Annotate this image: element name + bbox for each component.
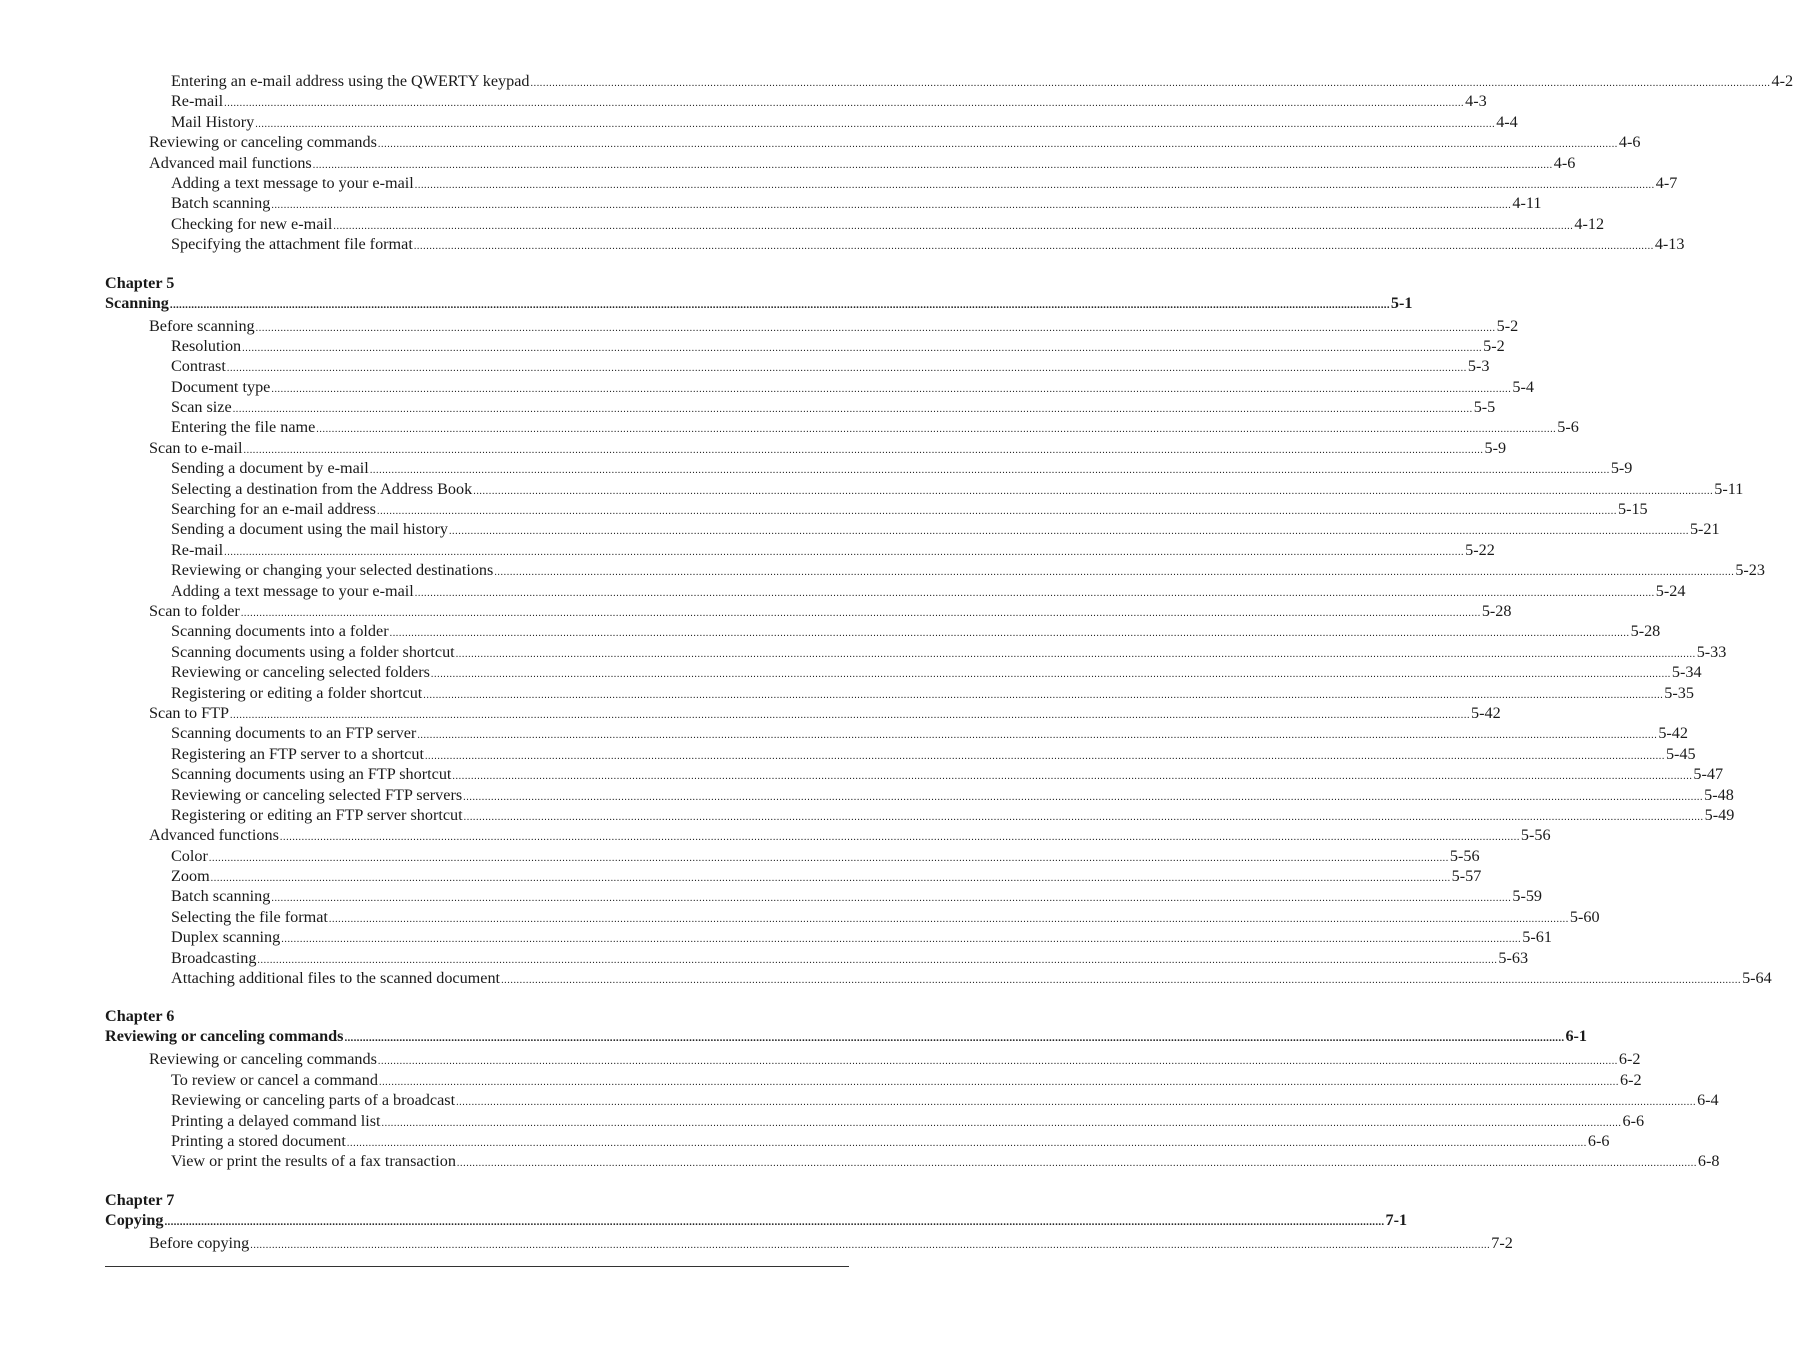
chapter-title-entry[interactable] xyxy=(105,1210,1408,1230)
toc-entry-title: Scanning documents using a folder shortcut xyxy=(171,642,455,661)
toc-entry-title: Adding a text message to your e-mail xyxy=(171,581,414,600)
toc-entry[interactable] xyxy=(105,377,1534,397)
toc-entry-title: Scan size xyxy=(171,398,232,417)
toc-entry-title: Scan to FTP xyxy=(149,703,230,722)
toc-entry-title: To review or cancel a command xyxy=(171,1070,378,1089)
toc-entry[interactable] xyxy=(105,397,1496,417)
dot-leader: ................................................................................................................................................................................................................................................................................................................................................................................................................ xyxy=(226,363,1467,375)
toc-entry[interactable] xyxy=(105,234,1685,254)
toc-entry-title: Selecting a destination from the Address Book xyxy=(171,479,473,498)
toc-page-number: 5-64 xyxy=(1742,969,1772,988)
dot-leader: ................................................................................................................................................................................................................................................................................................................................................................................................................ xyxy=(281,934,1522,946)
toc-entry[interactable] xyxy=(105,438,1507,458)
dot-leader: ................................................................................................................................................................................................................................................................................................................................................................................................................ xyxy=(430,669,1671,681)
toc-page-number: 5-48 xyxy=(1704,785,1734,804)
toc-page-number: 6-8 xyxy=(1697,1152,1720,1171)
dot-leader: ................................................................................................................................................................................................................................................................................................................................................................................................................ xyxy=(376,506,1617,518)
dot-leader: ................................................................................................................................................................................................................................................................................................................................................................................................................ xyxy=(255,118,1496,130)
toc-entry-title: Re-mail xyxy=(171,92,224,111)
dot-leader: ................................................................................................................................................................................................................................................................................................................................................................................................................ xyxy=(328,913,1569,925)
toc-page-number: 6-6 xyxy=(1622,1111,1645,1130)
dot-leader: ................................................................................................................................................................................................................................................................................................................................................................................................................ xyxy=(257,954,1498,966)
dot-leader: ................................................................................................................................................................................................................................................................................................................................................................................................................ xyxy=(232,404,1473,416)
toc-page-number: 5-56 xyxy=(1449,846,1480,865)
toc-entry-title: Reviewing or canceling selected FTP servers xyxy=(171,785,463,804)
dot-leader: ................................................................................................................................................................................................................................................................................................................................................................................................................ xyxy=(389,628,1630,640)
dot-leader: ................................................................................................................................................................................................................................................................................................................................................................................................................ xyxy=(414,587,1655,599)
dot-leader: ................................................................................................................................................................................................................................................................................................................................................................................................................ xyxy=(279,832,1520,844)
toc-entry[interactable] xyxy=(105,91,1487,111)
toc-entry-title: Zoom xyxy=(171,867,210,886)
dot-leader: ................................................................................................................................................................................................................................................................................................................................................................................................................ xyxy=(208,852,1449,864)
toc-page-number: 5-24 xyxy=(1655,581,1686,600)
toc-entry[interactable] xyxy=(105,948,1529,968)
dot-leader: ................................................................................................................................................................................................................................................................................................................................................................................................................ xyxy=(312,159,1553,171)
toc-entry-title: Specifying the attachment file format xyxy=(171,235,413,254)
dot-leader: ................................................................................................................................................................................................................................................................................................................................................................................................................ xyxy=(456,1097,1697,1109)
chapter-title-entry[interactable] xyxy=(105,293,1413,313)
dot-leader: ................................................................................................................................................................................................................................................................................................................................................................................................................ xyxy=(224,98,1465,110)
toc-entry-title: Checking for new e-mail xyxy=(171,214,333,233)
toc-page-number: 4-6 xyxy=(1553,153,1576,172)
dot-leader: ................................................................................................................................................................................................................................................................................................................................................................................................................ xyxy=(369,465,1610,477)
toc-page-number: 6-2 xyxy=(1619,1070,1642,1089)
toc-page-number: 5-59 xyxy=(1512,887,1543,906)
toc-entry[interactable] xyxy=(105,132,1641,152)
dot-leader: ................................................................................................................................................................................................................................................................................................................................................................................................................ xyxy=(344,1032,1565,1045)
toc-entry[interactable] xyxy=(105,153,1576,173)
toc-page-number: 5-6 xyxy=(1557,418,1579,437)
toc-page-number: 5-57 xyxy=(1451,867,1482,886)
toc-entry-title: Entering the file name xyxy=(171,418,316,437)
toc-entry-title: Registering an FTP server to a shortcut xyxy=(171,744,424,763)
toc-page-number: 5-56 xyxy=(1520,826,1551,845)
toc-page-number: 5-2 xyxy=(1483,336,1505,355)
toc-entry-title: Mail History xyxy=(171,112,255,131)
dot-leader: ................................................................................................................................................................................................................................................................................................................................................................................................................ xyxy=(250,1239,1491,1251)
toc-entry[interactable] xyxy=(105,316,1519,336)
dot-leader: ................................................................................................................................................................................................................................................................................................................................................................................................................ xyxy=(378,1076,1619,1088)
toc-entry[interactable] xyxy=(105,1111,1645,1131)
toc-entry[interactable] xyxy=(105,458,1633,478)
dot-leader: ................................................................................................................................................................................................................................................................................................................................................................................................................ xyxy=(230,709,1471,721)
dot-leader: ................................................................................................................................................................................................................................................................................................................................................................................................................ xyxy=(255,322,1496,334)
toc-entry-title: Batch scanning xyxy=(171,887,271,906)
toc-entry[interactable] xyxy=(105,499,1648,519)
toc-entry[interactable] xyxy=(105,336,1505,356)
toc-page-number: 4-4 xyxy=(1496,112,1518,131)
chapter-label: Chapter 7 xyxy=(105,1190,175,1209)
toc-page-number: 4-6 xyxy=(1618,133,1641,152)
toc-page-number: 5-15 xyxy=(1617,500,1648,519)
toc-entry-title: Batch scanning xyxy=(171,194,271,213)
toc-entry-title: Sending a document by e-mail xyxy=(171,459,369,478)
toc-entry[interactable] xyxy=(105,1049,1641,1069)
toc-entry[interactable] xyxy=(105,907,1600,927)
dot-leader: ................................................................................................................................................................................................................................................................................................................................................................................................................ xyxy=(316,424,1557,436)
toc-entry-title: Re-mail xyxy=(171,540,224,559)
dot-leader: ................................................................................................................................................................................................................................................................................................................................................................................................................ xyxy=(381,1117,1622,1129)
toc-page-number: 5-61 xyxy=(1522,928,1552,947)
toc-page-number: 4-13 xyxy=(1654,235,1685,254)
chapter-label: Chapter 6 xyxy=(105,1007,175,1026)
toc-entry-title: Reviewing or canceling selected folders xyxy=(171,663,430,682)
toc-entry[interactable] xyxy=(105,744,1696,764)
toc-entry-title: Reviewing or canceling commands xyxy=(149,1050,377,1069)
toc-entry[interactable] xyxy=(105,581,1686,601)
toc-entry-title: Copying xyxy=(105,1210,164,1229)
toc-entry-title: Scanning documents to an FTP server xyxy=(171,724,417,743)
toc-page-number: 5-22 xyxy=(1465,540,1495,559)
toc-entry-title: Before copying xyxy=(149,1233,250,1252)
dot-leader: ................................................................................................................................................................................................................................................................................................................................................................................................................ xyxy=(424,750,1665,762)
toc-entry[interactable] xyxy=(105,71,1793,91)
chapter-label: Chapter 5 xyxy=(105,273,175,292)
toc-page-number: 4-3 xyxy=(1465,92,1487,111)
toc-page-number: 4-11 xyxy=(1512,194,1542,213)
toc-entry[interactable] xyxy=(105,683,1694,703)
toc-page-number: 5-21 xyxy=(1689,520,1720,539)
toc-entry[interactable] xyxy=(105,805,1735,825)
dot-leader: ................................................................................................................................................................................................................................................................................................................................................................................................................ xyxy=(271,893,1512,905)
dot-leader: ................................................................................................................................................................................................................................................................................................................................................................................................................ xyxy=(452,771,1693,783)
toc-page-number: 5-34 xyxy=(1671,663,1702,682)
dot-leader: ................................................................................................................................................................................................................................................................................................................................................................................................................ xyxy=(333,220,1574,232)
dot-leader: ................................................................................................................................................................................................................................................................................................................................................................................................................ xyxy=(271,383,1512,395)
toc-page-number: 5-47 xyxy=(1693,765,1724,784)
toc-entry[interactable] xyxy=(105,193,1542,213)
toc-page-number: 6-1 xyxy=(1565,1027,1588,1046)
toc-entry-title: Document type xyxy=(171,377,271,396)
dot-leader: ................................................................................................................................................................................................................................................................................................................................................................................................................ xyxy=(271,200,1512,212)
dot-leader: ................................................................................................................................................................................................................................................................................................................................................................................................................ xyxy=(242,342,1483,354)
toc-page-number: 4-12 xyxy=(1574,214,1605,233)
toc-entry[interactable] xyxy=(105,642,1727,662)
toc-page-number: 5-42 xyxy=(1658,724,1688,743)
toc-entry[interactable] xyxy=(105,417,1579,437)
toc-page-number: 5-63 xyxy=(1498,948,1529,967)
toc-page-number: 5-42 xyxy=(1471,703,1501,722)
toc-entry-title: Broadcasting xyxy=(171,948,257,967)
toc-entry[interactable] xyxy=(105,866,1482,886)
toc-entry[interactable] xyxy=(105,560,1765,580)
page-bottom-rule xyxy=(105,1266,849,1267)
dot-leader: ................................................................................................................................................................................................................................................................................................................................................................................................................ xyxy=(417,730,1658,742)
toc-entry[interactable] xyxy=(105,723,1688,743)
toc-entry-title: Registering or editing a folder shortcut xyxy=(171,683,423,702)
dot-leader: ................................................................................................................................................................................................................................................................................................................................................................................................................ xyxy=(414,179,1655,191)
toc-entry-title: Searching for an e-mail address xyxy=(171,500,376,519)
toc-entry-title: Color xyxy=(171,846,208,865)
toc-entry-title: Scan to e-mail xyxy=(149,438,243,457)
toc-page-number: 5-28 xyxy=(1630,622,1661,641)
toc-page-number: 7-2 xyxy=(1491,1233,1513,1252)
toc-entry-title: Resolution xyxy=(171,336,242,355)
toc-entry[interactable] xyxy=(105,968,1772,988)
dot-leader: ................................................................................................................................................................................................................................................................................................................................................................................................................ xyxy=(377,1056,1618,1068)
dot-leader: ................................................................................................................................................................................................................................................................................................................................................................................................................ xyxy=(455,648,1696,660)
toc-entry[interactable] xyxy=(105,846,1480,866)
toc-page-number: 5-35 xyxy=(1664,683,1694,702)
toc-entry[interactable] xyxy=(105,764,1724,784)
toc-page-number: 5-5 xyxy=(1473,398,1496,417)
toc-entry[interactable] xyxy=(105,601,1512,621)
dot-leader: ................................................................................................................................................................................................................................................................................................................................................................................................................ xyxy=(456,1158,1697,1170)
toc-page-number: 5-2 xyxy=(1496,316,1519,335)
toc-entry[interactable] xyxy=(105,703,1501,723)
toc-entry[interactable] xyxy=(105,214,1605,234)
toc-entry[interactable] xyxy=(105,1090,1719,1110)
dot-leader: ................................................................................................................................................................................................................................................................................................................................................................................................................ xyxy=(463,791,1704,803)
toc-page-number: 5-3 xyxy=(1467,357,1490,376)
toc-page-number: 5-4 xyxy=(1512,377,1534,396)
dot-leader: ................................................................................................................................................................................................................................................................................................................................................................................................................ xyxy=(224,546,1465,558)
table-of-contents xyxy=(105,71,1793,1253)
dot-leader: ................................................................................................................................................................................................................................................................................................................................................................................................................ xyxy=(423,689,1664,701)
dot-leader: ................................................................................................................................................................................................................................................................................................................................................................................................................ xyxy=(346,1137,1587,1149)
toc-entry-title: Scanning documents using an FTP shortcut xyxy=(171,765,452,784)
toc-entry-title: Scanning documents into a folder xyxy=(171,622,389,641)
toc-entry-title: Adding a text message to your e-mail xyxy=(171,173,414,192)
dot-leader: ................................................................................................................................................................................................................................................................................................................................................................................................................ xyxy=(448,526,1689,538)
toc-entry-title: Before scanning xyxy=(149,316,255,335)
toc-entry[interactable] xyxy=(105,886,1543,906)
toc-entry-title: Reviewing or canceling commands xyxy=(105,1027,344,1046)
toc-entry-title: Duplex scanning xyxy=(171,928,281,947)
toc-entry-title: View or print the results of a fax transaction xyxy=(171,1152,456,1171)
toc-page-number: 5-45 xyxy=(1665,744,1696,763)
toc-page-number: 5-11 xyxy=(1714,479,1744,498)
toc-page-number: 6-2 xyxy=(1618,1050,1641,1069)
toc-entry-title: Registering or editing an FTP server shortcut xyxy=(171,805,463,824)
dot-leader: ................................................................................................................................................................................................................................................................................................................................................................................................................ xyxy=(377,139,1618,151)
dot-leader: ................................................................................................................................................................................................................................................................................................................................................................................................................ xyxy=(463,811,1704,823)
dot-leader: ................................................................................................................................................................................................................................................................................................................................................................................................................ xyxy=(494,567,1735,579)
toc-entry-title: Scan to folder xyxy=(149,601,240,620)
toc-entry-title: Selecting the file format xyxy=(171,907,328,926)
toc-page-number: 5-9 xyxy=(1610,459,1633,478)
toc-entry[interactable] xyxy=(105,519,1720,539)
toc-page-number: 6-4 xyxy=(1697,1091,1719,1110)
dot-leader: ................................................................................................................................................................................................................................................................................................................................................................................................................ xyxy=(413,241,1654,253)
toc-page-number: 5-23 xyxy=(1735,561,1765,580)
toc-page-number: 6-6 xyxy=(1587,1131,1610,1150)
chapter-title-entry[interactable] xyxy=(105,1026,1588,1046)
toc-entry[interactable] xyxy=(105,540,1495,560)
toc-entry-title: Contrast xyxy=(171,357,226,376)
toc-entry[interactable] xyxy=(105,785,1734,805)
dot-leader: ................................................................................................................................................................................................................................................................................................................................................................................................................ xyxy=(530,78,1771,89)
toc-page-number: 5-60 xyxy=(1569,907,1600,926)
dot-leader: ................................................................................................................................................................................................................................................................................................................................................................................................................ xyxy=(473,485,1714,497)
toc-page-number: 5-33 xyxy=(1696,642,1727,661)
dot-leader: ................................................................................................................................................................................................................................................................................................................................................................................................................ xyxy=(240,607,1481,619)
toc-entry-title: Reviewing or canceling commands xyxy=(149,133,377,152)
toc-entry-title: Printing a delayed command list xyxy=(171,1111,381,1130)
toc-entry[interactable] xyxy=(105,173,1678,193)
dot-leader: ................................................................................................................................................................................................................................................................................................................................................................................................................ xyxy=(164,1215,1385,1228)
toc-page-number: 4-2 xyxy=(1771,72,1793,90)
toc-entry-title: Scanning xyxy=(105,293,169,312)
toc-page-number: 4-7 xyxy=(1655,173,1678,192)
toc-entry[interactable] xyxy=(105,1151,1720,1171)
toc-entry[interactable] xyxy=(105,927,1552,947)
toc-entry[interactable] xyxy=(105,356,1490,376)
toc-entry[interactable] xyxy=(105,662,1702,682)
toc-entry-title: Attaching additional files to the scanned document xyxy=(171,969,501,988)
toc-entry-title: Advanced functions xyxy=(149,826,279,845)
toc-entry-title: Advanced mail functions xyxy=(149,153,312,172)
dot-leader: ................................................................................................................................................................................................................................................................................................................................................................................................................ xyxy=(243,444,1484,456)
toc-entry-title: Entering an e-mail address using the QWERTY keypad xyxy=(171,72,530,90)
dot-leader: ................................................................................................................................................................................................................................................................................................................................................................................................................ xyxy=(501,975,1742,987)
toc-entry-title: Reviewing or canceling parts of a broadcast xyxy=(171,1091,456,1110)
toc-entry-title: Printing a stored document xyxy=(171,1131,346,1150)
toc-entry[interactable] xyxy=(105,1070,1642,1090)
toc-entry[interactable] xyxy=(105,1131,1610,1151)
toc-page-number: 7-1 xyxy=(1385,1210,1408,1229)
toc-entry[interactable] xyxy=(105,621,1661,641)
toc-entry-title: Reviewing or changing your selected destinations xyxy=(171,561,494,580)
toc-page-number: 5-9 xyxy=(1484,438,1507,457)
toc-page-number: 5-1 xyxy=(1390,293,1413,312)
toc-page-number: 5-49 xyxy=(1704,805,1735,824)
toc-entry[interactable] xyxy=(105,112,1518,132)
dot-leader: ................................................................................................................................................................................................................................................................................................................................................................................................................ xyxy=(169,298,1390,311)
toc-entry[interactable] xyxy=(105,825,1551,845)
dot-leader: ................................................................................................................................................................................................................................................................................................................................................................................................................ xyxy=(210,873,1451,885)
toc-page-number: 5-28 xyxy=(1481,601,1512,620)
toc-entry-title: Sending a document using the mail history xyxy=(171,520,448,539)
toc-entry[interactable] xyxy=(105,479,1744,499)
toc-entry[interactable] xyxy=(105,1233,1513,1253)
